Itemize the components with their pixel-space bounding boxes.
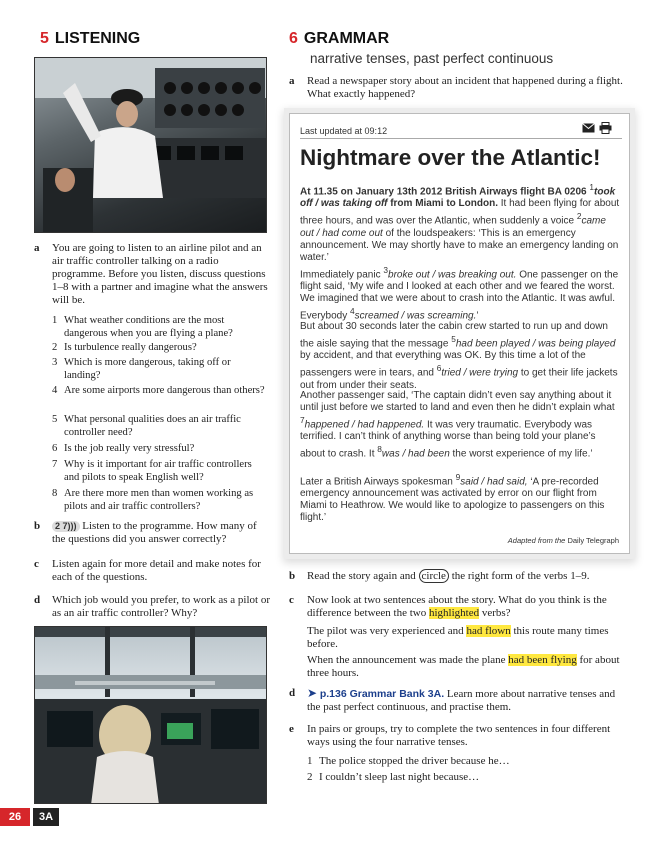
verb-choice[interactable]: took off / was taking off: [300, 186, 616, 210]
text: One passenger on the flight said, ‘My wife and I looked at each other and we feared the worst. We imagined that we were about to crash into the Atlantic. It was awful. Everybody: [300, 269, 619, 322]
text: But about 30 seconds later the cabin crew started to run up and down the aisle saying that the message: [300, 321, 608, 350]
question-number: 6: [52, 443, 58, 454]
source-pre: Adapted from the: [507, 536, 566, 545]
example-sentence-2: [307, 654, 629, 680]
article-paragraph-4: [300, 390, 620, 461]
control-tower-illustration: [35, 627, 267, 804]
question-text: Are some airports more dangerous than others?: [64, 385, 265, 396]
audio-icon: ))): [67, 521, 77, 531]
article-paragraph-2: [300, 264, 620, 323]
text: by accident, and that everything was OK. By this time a lot of the passengers were in tears, and: [300, 350, 586, 379]
divider: [300, 138, 622, 139]
circle-word: circle: [419, 569, 449, 583]
task-label: c: [289, 594, 294, 606]
verb-number: 5: [451, 334, 456, 344]
text: Later a British Airways spokesman: [300, 476, 453, 488]
task-text: Listen to the programme. How many of the questions did you answer correctly?: [52, 520, 257, 545]
task-label: c: [34, 558, 39, 570]
grammar-heading: [289, 30, 389, 48]
task-label: b: [289, 570, 296, 582]
cockpit-photo: [34, 57, 267, 233]
question-number: 4: [52, 385, 58, 396]
verb-number: 2: [576, 211, 582, 222]
source-credit: [508, 536, 619, 545]
item-number: 2: [307, 771, 313, 783]
grammar-subtitle: narrative tenses, past perfect continuous: [310, 51, 554, 66]
source-name: Daily Telegraph: [567, 536, 619, 545]
text: When the announcement was made the plane: [307, 654, 506, 666]
section-title: GRAMMAR: [303, 30, 390, 47]
task-text: Read a newspaper story about an incident that happened during a flight. What exactly happened?: [307, 75, 623, 100]
article-paragraph-1: [300, 181, 620, 264]
question-text: What personal qualities does an air traffic controller need?: [64, 414, 241, 438]
item-number: 1: [307, 755, 313, 767]
verb-number: 4: [350, 306, 355, 317]
email-icon[interactable]: [582, 123, 595, 133]
verb-choice[interactable]: had been played / was being played: [455, 338, 616, 350]
task-body: [307, 570, 629, 583]
highlighted-verb: had flown: [466, 625, 511, 637]
newspaper-article: [289, 113, 630, 554]
page-number: 26: [0, 808, 30, 826]
highlighted-word: highlighted: [428, 607, 480, 619]
text: Another passenger said, ‘The captain didn’t even say anything about it until just before we started to land and even then he didn’t explain what: [300, 390, 615, 413]
audio-badge[interactable]: [52, 521, 80, 532]
verb-choice[interactable]: broke out / was breaking out.: [388, 269, 517, 281]
verb-choice[interactable]: tried / were trying: [441, 367, 519, 379]
verb-choice[interactable]: was / had been: [381, 448, 450, 460]
task-text: You are going to listen to an airline pilot and an air traffic controller talking on a radio programme. Before you listen, discuss questions 1–8 with a partner and imagine what the answers will be.: [52, 242, 268, 306]
verb-number: 1: [589, 182, 595, 192]
headline: Nightmare over the Atlantic!: [300, 145, 601, 170]
last-updated: Last updated at 09:12: [300, 126, 388, 136]
task-text: Now look at two sentences about the story. What do you think is the difference between the two: [307, 594, 607, 619]
verb-number: 7: [300, 415, 305, 425]
question-text: Is turbulence really dangerous?: [64, 342, 197, 353]
question-text: What weather conditions are the most dangerous when you are flying a plane?: [64, 315, 233, 339]
print-icon[interactable]: [599, 122, 612, 134]
task-body: [307, 687, 629, 714]
task-text: Learn more about narrative tenses and the past perfect continuous, and practise them.: [307, 688, 616, 713]
task-label: b: [34, 520, 41, 532]
question-text: Which is more dangerous, taking off or landing?: [64, 357, 231, 381]
task-text: Listen again for more detail and make notes for each of the questions.: [52, 558, 261, 583]
text: It was very traumatic. Everybody was terrified. I can’t think of anything worse than being told your plane’s about to crash. It: [300, 419, 596, 460]
article-paragraph-3: [300, 321, 620, 392]
text: It had been flying for about three hours, and was over the Atlantic, when suddenly a voice: [300, 198, 620, 227]
question-text: Why is it important for air traffic controllers and pilots to speak English well?: [64, 459, 252, 483]
example-sentence-1: [307, 625, 629, 651]
section-number: 5: [40, 30, 49, 47]
section-number: 6: [289, 30, 298, 47]
verb-choice[interactable]: screamed / was screaming.: [354, 310, 477, 322]
question-number: 1: [52, 315, 58, 326]
question-number: 8: [52, 488, 58, 499]
question-text: Are there more men than women working as pilots and air traffic controllers?: [64, 488, 254, 512]
verb-choice[interactable]: happened / had happened.: [304, 419, 425, 431]
text: of the loudspeakers: ‘This is an emergency announcement. We may shortly have to make an emergency landing on water.’: [300, 227, 619, 263]
task-label: d: [34, 594, 41, 606]
verb-number: 6: [436, 363, 442, 374]
text: this route many times before.: [307, 625, 609, 650]
item-text: I couldn’t sleep last night because…: [319, 771, 480, 783]
task-text: the right form of the verbs 1–9.: [451, 570, 590, 582]
text: The pilot was very experienced and: [307, 625, 464, 637]
lead: At 11.35 on January 13th 2012 British Airways flight BA 0206: [300, 186, 587, 198]
question-number: 2: [52, 342, 58, 353]
task-text: Read the story again and: [307, 570, 416, 582]
task-label: a: [34, 242, 40, 254]
text: to get their life jackets out from under their seats.: [300, 367, 618, 391]
task-label: d: [289, 687, 296, 699]
section-title: LISTENING: [54, 30, 141, 47]
task-text: In pairs or groups, try to complete the two sentences in four different ways using the four narrative tenses.: [307, 723, 611, 748]
question-number: 5: [52, 414, 58, 425]
task-text: verbs?: [481, 607, 511, 619]
text: for about three hours.: [307, 654, 620, 679]
text: Immediately panic: [300, 269, 381, 281]
verb-number: 3: [383, 265, 389, 275]
route: from Miami to London.: [390, 198, 498, 210]
text: ‘A pre-recorded emergency announcement was activated by error on our flight from Miami to Heathrow. We would like to apologize to passengers on this flight.’: [300, 476, 605, 524]
question-text: Is the job really very stressful?: [64, 443, 195, 454]
question-number: 7: [52, 459, 58, 470]
unit-label: 3A: [33, 808, 59, 826]
audio-track: 2 7: [55, 521, 68, 531]
task-label: e: [289, 723, 294, 735]
text: ’: [476, 310, 479, 322]
verb-number: 9: [455, 472, 461, 482]
text: the worst experience of my life.’: [452, 448, 593, 460]
verb-number: 8: [377, 444, 382, 455]
verb-choice[interactable]: said / had said,: [460, 476, 528, 488]
task-body: [52, 520, 270, 546]
highlighted-verb: had been flying: [508, 654, 577, 666]
verb-choice[interactable]: came out / had come out: [300, 215, 606, 239]
item-text: The police stopped the driver because he…: [319, 755, 510, 767]
listening-heading: [40, 30, 140, 48]
article-paragraph-5: [300, 471, 620, 524]
task-text: Which job would you prefer, to work as a pilot or as an air traffic controller? Why?: [52, 594, 270, 619]
task-label: a: [289, 75, 295, 87]
control-tower-photo: [34, 626, 267, 804]
task-body: [307, 594, 629, 620]
grammar-bank-link[interactable]: p.136 Grammar Bank 3A.: [319, 688, 445, 700]
question-number: 3: [52, 357, 58, 368]
arrow-icon: ➤: [307, 686, 318, 700]
cockpit-illustration: [35, 58, 267, 233]
